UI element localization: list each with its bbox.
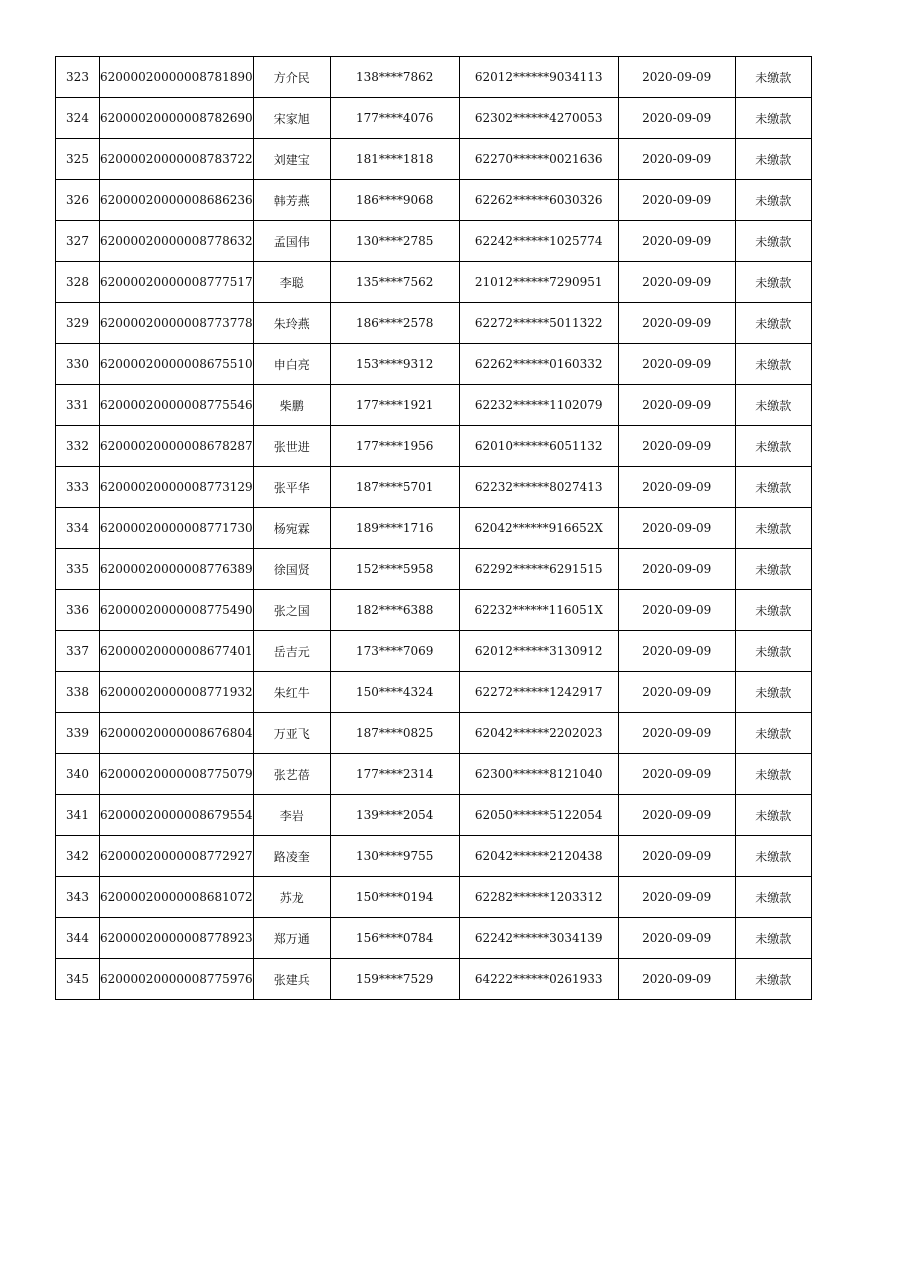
table-row xyxy=(56,549,812,590)
id-number-cell: 21012******7290951 xyxy=(459,262,618,303)
payment-status-cell: 未缴款 xyxy=(735,713,811,754)
name-cell: 路凌奎 xyxy=(253,836,330,877)
row-number-cell: 343 xyxy=(56,877,100,918)
account-number-cell: 62000020000008783722 xyxy=(100,139,254,180)
row-number-cell: 326 xyxy=(56,180,100,221)
name-cell: 李聪 xyxy=(253,262,330,303)
date-cell: 2020-09-09 xyxy=(618,631,735,672)
name-cell: 岳吉元 xyxy=(253,631,330,672)
date-cell: 2020-09-09 xyxy=(618,795,735,836)
account-number-cell: 62000020000008775546 xyxy=(100,385,254,426)
name-cell: 徐国贤 xyxy=(253,549,330,590)
account-number-cell: 62000020000008782690 xyxy=(100,98,254,139)
payment-status-cell: 未缴款 xyxy=(735,795,811,836)
row-number-cell: 330 xyxy=(56,344,100,385)
phone-cell: 156****0784 xyxy=(330,918,459,959)
table-body xyxy=(56,57,812,1000)
date-cell: 2020-09-09 xyxy=(618,467,735,508)
id-number-cell: 62232******1102079 xyxy=(459,385,618,426)
table-row xyxy=(56,754,812,795)
account-number-cell: 62000020000008773129 xyxy=(100,467,254,508)
row-number-cell: 331 xyxy=(56,385,100,426)
phone-cell: 130****9755 xyxy=(330,836,459,877)
table-row xyxy=(56,713,812,754)
phone-cell: 177****2314 xyxy=(330,754,459,795)
date-cell: 2020-09-09 xyxy=(618,303,735,344)
table-row xyxy=(56,877,812,918)
phone-cell: 150****4324 xyxy=(330,672,459,713)
id-number-cell: 62042******2120438 xyxy=(459,836,618,877)
id-number-cell: 62272******1242917 xyxy=(459,672,618,713)
phone-cell: 135****7562 xyxy=(330,262,459,303)
id-number-cell: 62242******3034139 xyxy=(459,918,618,959)
date-cell: 2020-09-09 xyxy=(618,549,735,590)
table-row xyxy=(56,836,812,877)
name-cell: 张艺蓓 xyxy=(253,754,330,795)
phone-cell: 182****6388 xyxy=(330,590,459,631)
account-number-cell: 62000020000008775976 xyxy=(100,959,254,1000)
row-number-cell: 339 xyxy=(56,713,100,754)
account-number-cell: 62000020000008679554 xyxy=(100,795,254,836)
name-cell: 杨宛霖 xyxy=(253,508,330,549)
account-number-cell: 62000020000008686236 xyxy=(100,180,254,221)
payment-record-table xyxy=(55,56,812,1000)
account-number-cell: 62000020000008775079 xyxy=(100,754,254,795)
row-number-cell: 334 xyxy=(56,508,100,549)
name-cell: 郑万通 xyxy=(253,918,330,959)
phone-cell: 138****7862 xyxy=(330,57,459,98)
name-cell: 孟国伟 xyxy=(253,221,330,262)
id-number-cell: 62262******6030326 xyxy=(459,180,618,221)
id-number-cell: 62232******8027413 xyxy=(459,467,618,508)
name-cell: 朱玲燕 xyxy=(253,303,330,344)
table-row xyxy=(56,508,812,549)
date-cell: 2020-09-09 xyxy=(618,139,735,180)
name-cell: 张之国 xyxy=(253,590,330,631)
table-row xyxy=(56,590,812,631)
table-row xyxy=(56,631,812,672)
payment-status-cell: 未缴款 xyxy=(735,303,811,344)
table-row xyxy=(56,959,812,1000)
payment-status-cell: 未缴款 xyxy=(735,98,811,139)
id-number-cell: 62042******2202023 xyxy=(459,713,618,754)
date-cell: 2020-09-09 xyxy=(618,262,735,303)
name-cell: 苏龙 xyxy=(253,877,330,918)
name-cell: 方介民 xyxy=(253,57,330,98)
payment-status-cell: 未缴款 xyxy=(735,508,811,549)
row-number-cell: 332 xyxy=(56,426,100,467)
row-number-cell: 333 xyxy=(56,467,100,508)
account-number-cell: 62000020000008771730 xyxy=(100,508,254,549)
payment-status-cell: 未缴款 xyxy=(735,959,811,1000)
date-cell: 2020-09-09 xyxy=(618,57,735,98)
row-number-cell: 335 xyxy=(56,549,100,590)
payment-status-cell: 未缴款 xyxy=(735,57,811,98)
account-number-cell: 62000020000008677401 xyxy=(100,631,254,672)
id-number-cell: 62300******8121040 xyxy=(459,754,618,795)
phone-cell: 152****5958 xyxy=(330,549,459,590)
id-number-cell: 62232******116051X xyxy=(459,590,618,631)
name-cell: 宋家旭 xyxy=(253,98,330,139)
phone-cell: 189****1716 xyxy=(330,508,459,549)
row-number-cell: 345 xyxy=(56,959,100,1000)
account-number-cell: 62000020000008776389 xyxy=(100,549,254,590)
account-number-cell: 62000020000008775490 xyxy=(100,590,254,631)
table-row xyxy=(56,180,812,221)
id-number-cell: 62242******1025774 xyxy=(459,221,618,262)
table-row xyxy=(56,344,812,385)
id-number-cell: 62010******6051132 xyxy=(459,426,618,467)
phone-cell: 139****2054 xyxy=(330,795,459,836)
row-number-cell: 337 xyxy=(56,631,100,672)
payment-status-cell: 未缴款 xyxy=(735,549,811,590)
id-number-cell: 62272******5011322 xyxy=(459,303,618,344)
id-number-cell: 62302******4270053 xyxy=(459,98,618,139)
name-cell: 万亚飞 xyxy=(253,713,330,754)
table-row xyxy=(56,385,812,426)
payment-status-cell: 未缴款 xyxy=(735,590,811,631)
payment-status-cell: 未缴款 xyxy=(735,139,811,180)
phone-cell: 159****7529 xyxy=(330,959,459,1000)
id-number-cell: 62012******3130912 xyxy=(459,631,618,672)
date-cell: 2020-09-09 xyxy=(618,344,735,385)
date-cell: 2020-09-09 xyxy=(618,180,735,221)
payment-status-cell: 未缴款 xyxy=(735,672,811,713)
row-number-cell: 327 xyxy=(56,221,100,262)
date-cell: 2020-09-09 xyxy=(618,385,735,426)
phone-cell: 186****9068 xyxy=(330,180,459,221)
table-row xyxy=(56,467,812,508)
date-cell: 2020-09-09 xyxy=(618,508,735,549)
date-cell: 2020-09-09 xyxy=(618,836,735,877)
date-cell: 2020-09-09 xyxy=(618,754,735,795)
payment-status-cell: 未缴款 xyxy=(735,426,811,467)
payment-status-cell: 未缴款 xyxy=(735,180,811,221)
account-number-cell: 62000020000008778923 xyxy=(100,918,254,959)
account-number-cell: 62000020000008773778 xyxy=(100,303,254,344)
table-row xyxy=(56,795,812,836)
row-number-cell: 323 xyxy=(56,57,100,98)
row-number-cell: 341 xyxy=(56,795,100,836)
row-number-cell: 336 xyxy=(56,590,100,631)
phone-cell: 187****5701 xyxy=(330,467,459,508)
name-cell: 刘建宝 xyxy=(253,139,330,180)
date-cell: 2020-09-09 xyxy=(618,672,735,713)
account-number-cell: 62000020000008777517 xyxy=(100,262,254,303)
payment-status-cell: 未缴款 xyxy=(735,836,811,877)
id-number-cell: 62042******916652X xyxy=(459,508,618,549)
payment-status-cell: 未缴款 xyxy=(735,918,811,959)
account-number-cell: 62000020000008675510 xyxy=(100,344,254,385)
date-cell: 2020-09-09 xyxy=(618,713,735,754)
table-row xyxy=(56,262,812,303)
id-number-cell: 64222******0261933 xyxy=(459,959,618,1000)
name-cell: 张世进 xyxy=(253,426,330,467)
phone-cell: 153****9312 xyxy=(330,344,459,385)
phone-cell: 186****2578 xyxy=(330,303,459,344)
payment-status-cell: 未缴款 xyxy=(735,385,811,426)
account-number-cell: 62000020000008781890 xyxy=(100,57,254,98)
id-number-cell: 62282******1203312 xyxy=(459,877,618,918)
table-row xyxy=(56,221,812,262)
date-cell: 2020-09-09 xyxy=(618,426,735,467)
phone-cell: 187****0825 xyxy=(330,713,459,754)
phone-cell: 181****1818 xyxy=(330,139,459,180)
phone-cell: 173****7069 xyxy=(330,631,459,672)
payment-status-cell: 未缴款 xyxy=(735,262,811,303)
table-row xyxy=(56,426,812,467)
account-number-cell: 62000020000008676804 xyxy=(100,713,254,754)
phone-cell: 130****2785 xyxy=(330,221,459,262)
id-number-cell: 62050******5122054 xyxy=(459,795,618,836)
date-cell: 2020-09-09 xyxy=(618,918,735,959)
row-number-cell: 344 xyxy=(56,918,100,959)
account-number-cell: 62000020000008778632 xyxy=(100,221,254,262)
name-cell: 柴鹏 xyxy=(253,385,330,426)
name-cell: 申白亮 xyxy=(253,344,330,385)
payment-status-cell: 未缴款 xyxy=(735,344,811,385)
id-number-cell: 62292******6291515 xyxy=(459,549,618,590)
phone-cell: 150****0194 xyxy=(330,877,459,918)
date-cell: 2020-09-09 xyxy=(618,221,735,262)
row-number-cell: 325 xyxy=(56,139,100,180)
id-number-cell: 62270******0021636 xyxy=(459,139,618,180)
phone-cell: 177****1921 xyxy=(330,385,459,426)
date-cell: 2020-09-09 xyxy=(618,590,735,631)
row-number-cell: 340 xyxy=(56,754,100,795)
row-number-cell: 328 xyxy=(56,262,100,303)
table-row xyxy=(56,303,812,344)
table-row xyxy=(56,139,812,180)
account-number-cell: 62000020000008771932 xyxy=(100,672,254,713)
date-cell: 2020-09-09 xyxy=(618,98,735,139)
payment-status-cell: 未缴款 xyxy=(735,631,811,672)
phone-cell: 177****1956 xyxy=(330,426,459,467)
account-number-cell: 62000020000008681072 xyxy=(100,877,254,918)
date-cell: 2020-09-09 xyxy=(618,877,735,918)
id-number-cell: 62012******9034113 xyxy=(459,57,618,98)
date-cell: 2020-09-09 xyxy=(618,959,735,1000)
name-cell: 张建兵 xyxy=(253,959,330,1000)
row-number-cell: 329 xyxy=(56,303,100,344)
name-cell: 张平华 xyxy=(253,467,330,508)
table-row xyxy=(56,918,812,959)
table-row xyxy=(56,672,812,713)
phone-cell: 177****4076 xyxy=(330,98,459,139)
row-number-cell: 342 xyxy=(56,836,100,877)
row-number-cell: 338 xyxy=(56,672,100,713)
name-cell: 韩芳燕 xyxy=(253,180,330,221)
account-number-cell: 62000020000008678287 xyxy=(100,426,254,467)
payment-status-cell: 未缴款 xyxy=(735,467,811,508)
payment-status-cell: 未缴款 xyxy=(735,754,811,795)
payment-status-cell: 未缴款 xyxy=(735,221,811,262)
name-cell: 李岩 xyxy=(253,795,330,836)
table-row xyxy=(56,98,812,139)
name-cell: 朱红牛 xyxy=(253,672,330,713)
id-number-cell: 62262******0160332 xyxy=(459,344,618,385)
account-number-cell: 62000020000008772927 xyxy=(100,836,254,877)
payment-status-cell: 未缴款 xyxy=(735,877,811,918)
row-number-cell: 324 xyxy=(56,98,100,139)
table-row xyxy=(56,57,812,98)
